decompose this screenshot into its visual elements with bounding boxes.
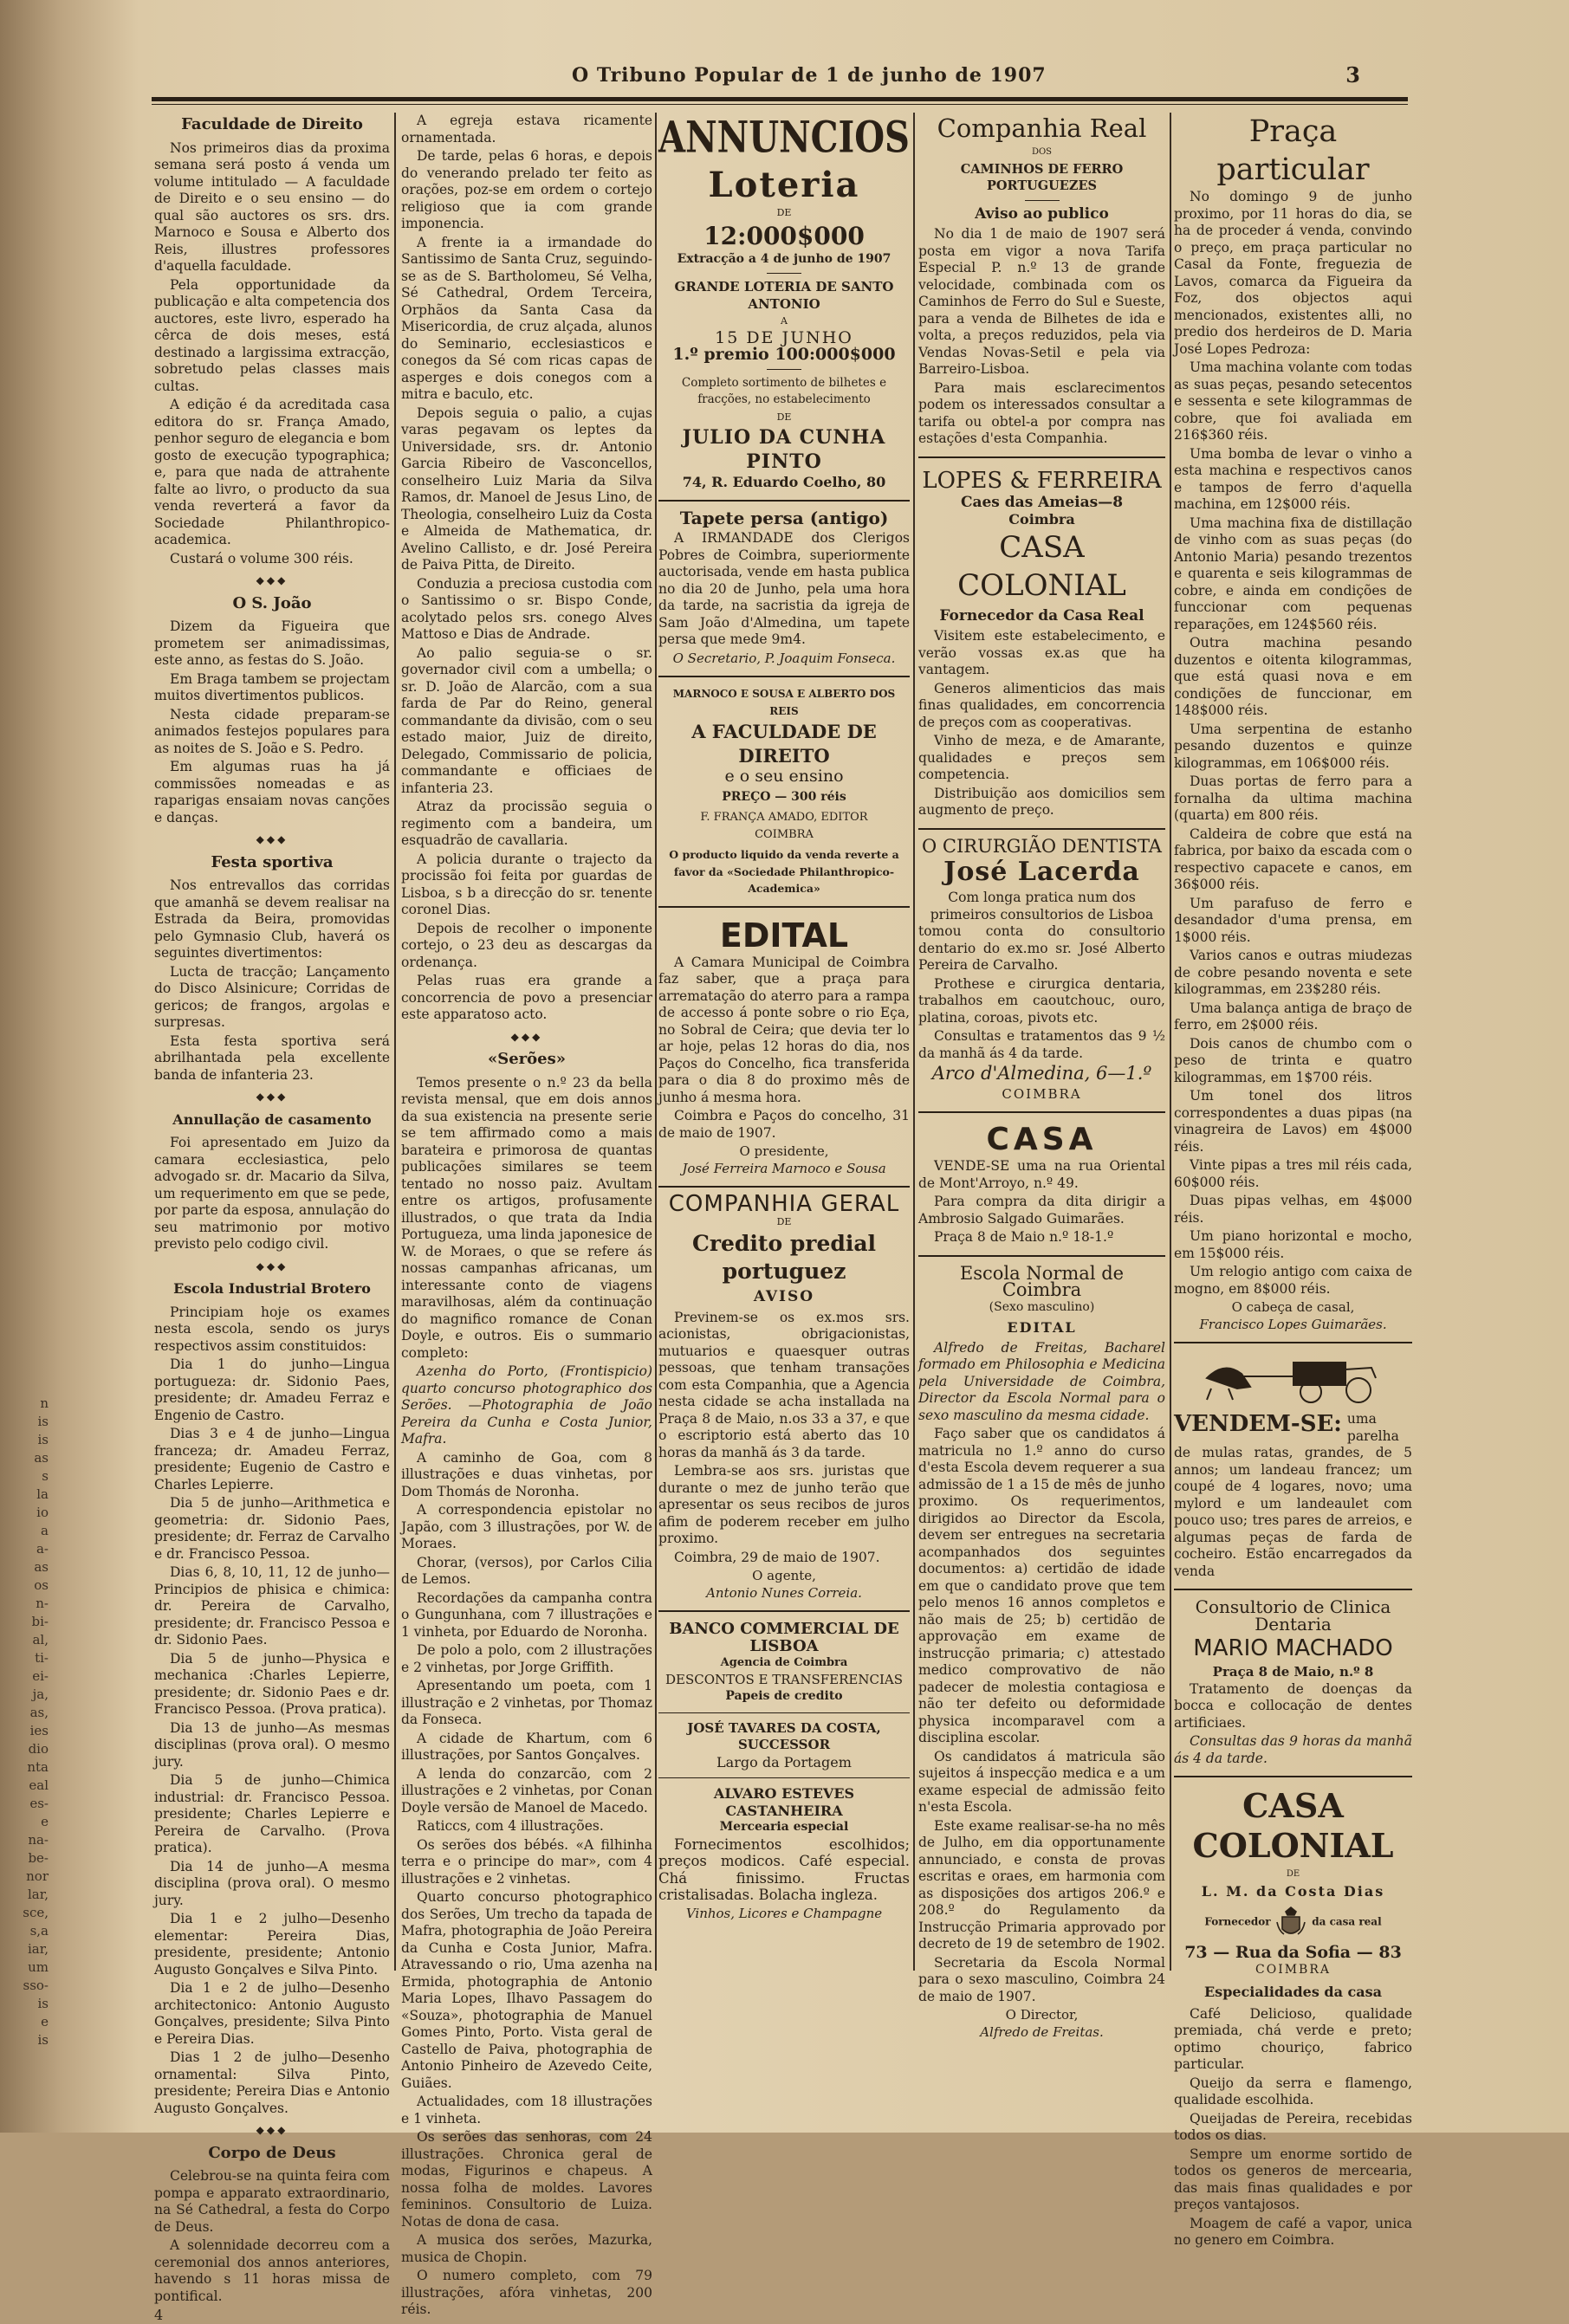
paragraph: Conduzia a preciosa custodia com o Santissimo o sr. Bispo Conde, acolytado pelos srs. conego Alves Mattoso e Dias de Andrade. xyxy=(401,575,652,642)
paragraph: Um tonel dos litros correspondentes a duas pipas (na vinagreira de Lavos) em 4$000 réis. xyxy=(1174,1088,1412,1155)
divider xyxy=(658,906,910,908)
column-2 xyxy=(401,113,652,2321)
paragraph: Dias 1 2 de julho—Desenho ornamental: Silva Pinto, presidente; Pereira Dias e Antonio Augusto Gonçalves. xyxy=(154,2049,390,2116)
paragraph: Quarto concurso photographico dos Serões, Um trecho da tapada de Mafra, photographia de João Pereira da Cunha e Costa Junior, Mafra. Atravessando o rio, Uma azenha na Ermida, photographia de Antonio Maria Lopes, Ilhavo Passagem do «Souza», photographia de Manuel Gomes Pinto, Porto. Vista geral de Castello de Paiva, photographia de Antonio Pinheiro de Azevedo Ceite, Guiães. xyxy=(401,1889,652,2091)
paragraph: Actualidades, com 18 illustrações e 1 vinheta. xyxy=(401,2094,652,2127)
paragraph: Secretaria da Escola Normal para o sexo masculino, Coimbra 24 de maio de 1907. xyxy=(918,1954,1165,2004)
gutter-fragment: bi- xyxy=(31,1614,49,1629)
paragraph: Coimbra e Paços do concelho, 31 de maio de 1907. xyxy=(658,1108,910,1141)
loteria-extraccao: Extracção a 4 de junho de 1907 xyxy=(677,251,891,266)
gutter-fragment: s,a xyxy=(29,1923,49,1939)
article-title: Escola Industrial Brotero xyxy=(173,1280,371,1297)
banco-title: BANCO COMMERCIAL DE LISBOA xyxy=(669,1620,899,1655)
companhia-real-sub: CAMINHOS DE FERRO PORTUGUEZES xyxy=(960,161,1124,193)
gutter-fragment: as xyxy=(34,1450,49,1466)
paragraph: Foi apresentado em Juizo da camara ecclesiastica, pelo advogado sr. dr. Macario da Silva, um requerimento em que se pede, por parte da esposa, annulação do seu matrimonio por motivo previsto pelo codigo civil. xyxy=(154,1135,390,1252)
loteria-amount: 12:000$000 xyxy=(703,221,865,250)
paragraph: Azenha do Porto, (Frontispicio) quarto concurso photographico dos Serões. —Photographia de João Pereira da Cunha e Costa Junior, Mafra. xyxy=(401,1363,652,1447)
consultorio-name: MARIO MACHADO xyxy=(1193,1635,1393,1661)
gutter-fragment: nor xyxy=(26,1868,49,1884)
faculdade-preco: PREÇO — 300 réis xyxy=(722,789,846,804)
label: DE xyxy=(776,1215,792,1227)
gutter-fragment: sso- xyxy=(23,1978,49,1993)
paragraph: Consultas das 9 horas da manhã ás 4 da tarde. xyxy=(1174,1733,1412,1766)
edital-label: EDITAL xyxy=(1007,1319,1077,1336)
gutter-fragment: es- xyxy=(29,1796,49,1811)
paragraph: uma parelha de mulas ratas, grandes, de 5 annos; um landeau francez; um coupé de 4 logares, novo; uma mylord e um landeaulet com pouco uso; tres pares de arreios, e algumas peças de farda de cocheiro. Estão encarregados da venda xyxy=(1174,1411,1412,1579)
paragraph: A IRMANDADE dos Clerigos Pobres de Coimbra, superiormente auctorisada, vende em hasta publica no dia 20 de Junho, pela uma hora da tarde, na sacristia da igreja de Sam João d'Almedina, um tapete persa que mede 9m4. xyxy=(658,530,910,647)
paragraph: Atraz da procissão seguia o regimento com a bandeira, um esquadrão de cavallaria. xyxy=(401,799,652,848)
paragraph: Lucta de tracção; Lançamento do Disco Alsinicure; Corridas de gericos; de frangos, argolas e surpresas. xyxy=(154,963,390,1030)
paragraph: Consultas e tratamentos das 9 ½ da manhã ás 4 da tarde. xyxy=(918,1028,1165,1061)
paragraph: Distribuição aos domicilios sem augmento de preço. xyxy=(918,785,1165,818)
paragraph: Alfredo de Freitas, Bacharel formado em Philosophia e Medicina pela Universidade de Coimbra, Director da Escola Normal para o sexo masculino da mesma cidade. xyxy=(918,1339,1165,1423)
gutter-fragment: is xyxy=(37,2032,49,2048)
fornecedor-label: da casa real xyxy=(1312,1915,1382,1928)
loteria-grande: GRANDE LOTERIA DE SANTO ANTONIO xyxy=(674,279,894,312)
section-ornament: ◆◆◆ xyxy=(256,1259,289,1272)
consultorio-morada: Praça 8 de Maio, n.º 8 xyxy=(1212,1664,1374,1680)
divider xyxy=(658,1777,910,1778)
paragraph: Chorar, (versos), por Carlos Cilia de Lemos. xyxy=(401,1554,652,1587)
page-number: 3 xyxy=(1345,62,1360,87)
faculdade-editor: F. FRANÇA AMADO, EDITOR xyxy=(700,811,868,824)
aviso-label: Aviso ao publico xyxy=(975,204,1109,223)
aviso-label: AVISO xyxy=(753,1288,815,1305)
section-ornament: ◆◆◆ xyxy=(256,2124,289,2136)
casa-colonial-title: CASA COLONIAL xyxy=(957,529,1126,603)
gutter-fragment: ei- xyxy=(32,1668,49,1684)
divider xyxy=(767,273,801,274)
paragraph: Os candidatos á matricula são sujeitos á inspecção medica e a um exame especial de admissão feito n'esta Escola. xyxy=(918,1748,1165,1815)
paragraph: Uma machina volante com todas as suas peças, pesando setecentos e sessenta e sete kilogrammas de cobre, que foi avaliada em 216$360 réis. xyxy=(1174,359,1412,443)
paragraph: VENDE-SE uma na rua Oriental de Mont'Arroyo, n.º 49. xyxy=(918,1158,1165,1191)
paragraph: Um parafuso de ferro e desandador d'uma prensa, em 1$000 réis. xyxy=(1174,895,1412,945)
paragraph: A policia durante o trajecto da procissão foi feita por guardas de Lisboa, s b a direcção do sr. tenente coronel Dias. xyxy=(401,851,652,917)
page-header xyxy=(130,61,1360,95)
paragraph: Os serões das senhoras, com 24 illustrações. Chronica geral de modas, Figurinos e chapeus. A nossa folha de moldes. Lavores femininos. Consultorio de Luiza. Notas de dona de casa. xyxy=(401,2129,652,2230)
paragraph: O numero completo, com 79 illustrações, afóra vinhetas, 200 réis. xyxy=(401,2268,652,2317)
paragraph: Dois canos de chumbo com o peso de trinta e quatro kilogrammas, em 1$700 réis. xyxy=(1174,1035,1412,1085)
cirurgiao-name: José Lacerda xyxy=(943,857,1140,887)
faculdade-ad-title: A FACULDADE DE DIREITO xyxy=(691,721,877,767)
gutter-fragment: is xyxy=(37,1414,49,1429)
casa-colonial-morada: 73 — Rua da Sofia — 83 xyxy=(1184,1943,1402,1962)
gutter-fragment: is xyxy=(37,1432,49,1447)
label: DE xyxy=(776,207,792,218)
paragraph: Vinte pipas a tres mil réis cada, 60$000 réis. xyxy=(1174,1157,1412,1190)
divider xyxy=(1174,1776,1412,1777)
carriage-engraving xyxy=(1190,1352,1397,1404)
paragraph: Dia 1 do junho—Lingua portugueza: dr. Sidonio Paes, presidente; dr. Amadeu Ferraz e Engenio de Castro. xyxy=(154,1356,390,1423)
vendem-ad xyxy=(1174,1411,1412,1580)
paragraph: Dia 5 de junho—Physica e mechanica :Charles Lepierre, presidente; dr. Sidonio Paes e dr. Francisco Pessoa. (Prova pratica). xyxy=(154,1650,390,1717)
loteria-title: Loteria xyxy=(708,165,860,205)
newspaper-title: O Tribuno Popular de 1 de junho de 1907 xyxy=(572,64,1047,87)
paragraph: A musica dos serões, Mazurka, musica de Chopin. xyxy=(401,2232,652,2265)
casa-colonial-title: CASA COLONIAL xyxy=(1192,1786,1394,1865)
paragraph: Uma machina fixa de distillação de vinho com as suas peças (do Antonio Maria) pesando trezentos e quarenta e seis kilogrammas de cobre, e ainda em condições de funccionar com pequenas reparações, em 124$560 réis. xyxy=(1174,515,1412,632)
paragraph: Vinho de meza, e de Amarante, qualidades e preços sem competencia. xyxy=(918,733,1165,782)
signature-label: O Director, xyxy=(1005,2007,1079,2023)
divider xyxy=(1174,1342,1412,1343)
section-ornament: ◆◆◆ xyxy=(510,1030,543,1043)
signature: José Ferreira Marnoco e Sousa xyxy=(682,1160,886,1176)
gutter-fragment: a xyxy=(41,1523,49,1538)
lopes-city: Coimbra xyxy=(1008,511,1075,528)
casa-colonial-esp: Especialidades da casa xyxy=(1203,1984,1383,2000)
tapete-title: Tapete persa (antigo) xyxy=(679,507,889,528)
paragraph: A Camara Municipal de Coimbra faz saber, que a praça para arrematação do aterro para a rampa de accesso á ponte sobre o rio Eça, no Sobral de Ceira; que devia ter lo ar hoje, pelas 12 horas do dia, nos Paços do Concelho, fica transferida para o dia 8 do proximo mês de junho á mesma hora. xyxy=(658,954,910,1105)
paragraph: Visitem este estabelecimento, e verão vossas ex.as que ha vantagem. xyxy=(918,628,1165,677)
signature: Antonio Nunes Correia. xyxy=(706,1584,862,1601)
paragraph: Sempre um enorme sortido de todos os generos de mercearia, das mais finas qualidades e por preços vantajosos. xyxy=(1174,2146,1412,2212)
paragraph: Esta festa sportiva será abrilhantada pela excellente banda de infanteria 23. xyxy=(154,1033,390,1083)
paragraph: Uma balança antiga de braço de ferro, em 2$000 réis. xyxy=(1174,1000,1412,1033)
cirurgiao-city: COIMBRA xyxy=(1002,1085,1082,1102)
gutter-fragment: um xyxy=(28,1959,49,1975)
signature-label: O cabeça de casal, xyxy=(1231,1299,1355,1315)
label: DOS xyxy=(1031,147,1053,157)
paragraph: Dia 13 de junho—As mesmas disciplinas (prova oral). O mesmo jury. xyxy=(154,1719,390,1770)
article-title: Festa sportiva xyxy=(211,852,334,871)
column-rule xyxy=(913,113,915,1971)
divider xyxy=(918,828,1165,830)
paragraph: Varios canos e outras miudezas de cobre pesando noventa e sete kilogrammas, em 23$280 réis. xyxy=(1174,948,1412,997)
gutter-fragment: a- xyxy=(36,1541,49,1557)
paragraph: Praça 8 de Maio n.º 18-1.º xyxy=(934,1229,1114,1245)
paragraph: No dia 1 de maio de 1907 será posta em vigor a nova Tarifa Especial P. n.º 13 de grande velocidade, combinada com os Caminhos de Ferro do Sul e Sueste, para a venda de Bilhetes de ida e volta, a preços reduzidos, pela via Vendas Novas-Setil e pela via Barreiro-Lisboa. xyxy=(918,226,1165,377)
gutter-fragment: n- xyxy=(36,1596,49,1611)
faculdade-authors: MARNOCO E SOUSA E ALBERTO DOS REIS xyxy=(672,688,896,717)
paragraph: Celebrou-se na quinta feira com pompa e apparato extraordinario, na Sé Cathedral, a festa do Corpo de Deus. xyxy=(154,2168,390,2235)
signature: Alfredo de Freitas. xyxy=(980,2023,1104,2040)
banco-agencia: Agencia de Coimbra xyxy=(720,1656,848,1669)
castanheira-sub: Mercearia especial xyxy=(719,1820,849,1834)
paragraph: A cidade de Khartum, com 6 illustrações, por Santos Gonçalves. xyxy=(401,1730,652,1763)
paragraph: Ao palio seguia-se o sr. governador civil com a umbella; o sr. D. João de Alarcão, com a sua farda de Par do Reino, general commandante da divisão, com o seu estado maior, Juiz de direito, Delegado, Commissario de policia, commandante e officiaes de infanteria 23. xyxy=(401,644,652,796)
annuncios-heading: ANNUNCIOS xyxy=(658,112,910,163)
paragraph: A correspondencia epistolar no Japão, com 3 illustrações, por W. de Moraes. xyxy=(401,1502,652,1551)
loteria-date: 15 DE JUNHO xyxy=(715,327,853,347)
paragraph: Fornecimentos escolhidos; preços modicos. Café especial. Chá finissimo. Fructas cristalisadas. Bolacha ingleza. xyxy=(658,1835,910,1903)
paragraph: Tratamento de doenças da bocca e collocação de dentes artificiaes. xyxy=(1174,1680,1412,1731)
column-5 xyxy=(1174,113,1412,2251)
vendem-title: VENDEM-SE: xyxy=(1174,1411,1342,1437)
column-rule xyxy=(655,113,657,1971)
gutter-fragment: e xyxy=(41,1814,49,1829)
paragraph: Dizem da Figueira que prometem ser animadissimas, este anno, as festas do S. João. xyxy=(154,618,390,668)
article-title: «Serões» xyxy=(487,1050,567,1068)
paragraph: Dia 1 e 2 de julho—Desenho architectonico: Antonio Augusto Gonçalves, presidente; Silva Pinto e Pereira Dias. xyxy=(154,1980,390,2047)
faculdade-note: O producto liquido da venda reverte a favor da «Sociedade Philanthropico-Academica» xyxy=(669,848,899,895)
paragraph: Raticcs, com 4 illustrações. xyxy=(417,1818,604,1834)
gutter-fragment: as, xyxy=(29,1705,49,1720)
adjacent-page-edge xyxy=(0,0,52,2133)
escola-normal-sub: (Sexo masculino) xyxy=(989,1299,1095,1314)
gutter-fragment: s xyxy=(42,1468,49,1484)
castanheira-title: ALVARO ESTEVES CASTANHEIRA xyxy=(713,1785,855,1819)
loteria-premio: 1.º premio 100:000$000 xyxy=(672,345,896,364)
paragraph: Queijadas de Pereira, recebidas todos os dias. xyxy=(1174,2110,1412,2143)
paragraph: tomou conta do consultorio dentario do ex.mo sr. José Alberto Pereira de Carvalho. xyxy=(918,923,1165,973)
paragraph: Em algumas ruas ha já commissões nomeadas e as raparigas ensaiam novas canções e danças. xyxy=(154,759,390,825)
divider xyxy=(918,1255,1165,1257)
column-4 xyxy=(918,113,1165,2041)
companhia-real-title: Companhia Real xyxy=(937,113,1147,143)
paragraph: Moagem de café a vapor, unica no genero em Coimbra. xyxy=(1174,2215,1412,2248)
paragraph: Um relogio antigo com caixa de mogno, em 8$000 réis. xyxy=(1174,1264,1412,1297)
gutter-fragment: na- xyxy=(28,1832,49,1848)
paragraph: Pela opportunidade da publicação e alta competencia dos auctores, este livro, esperado ha cêrca de dois meses, está destinado a largissima extracção, sobretudo pelas classes mais cultas. xyxy=(154,276,390,394)
paragraph: A egreja estava ricamente ornamentada. xyxy=(401,113,652,146)
paragraph: Coimbra, 29 de maio de 1907. xyxy=(674,1549,880,1565)
paragraph: Principiam hoje os exames nesta escola, sendo os jurys respectivos assim constituidos: xyxy=(154,1304,390,1354)
paragraph: A edição é da acreditada casa editora do sr. França Amado, penhor seguro de elegancia e bom gosto de execução typographica; e, para que nada de attrahente falte ao livro, o producto da sua venda reverterá a favor da Sociedade Philanthropico-academica. xyxy=(154,397,390,547)
paragraph: Faço saber que os candidatos á matricula no 1.º anno do curso d'esta Escola devem requerer a sua admissão de 1 a 15 de mês de junho proximo. Os requerimentos, dirigidos ao Director da Escola, devem ser entregues na secretaria acompanhados dos seguintes documentos: a) certidão de idade em que o candidato prove que tem pelo menos 16 annos completos e não mais de 25; b) certidão de approvação em exame de instrucção primaria; c) attestado medico comprovativo de não padecer de molestia contagiosa e não ter defeito ou deformidade physica incomparavel com a disciplina escolar. xyxy=(918,1426,1165,1745)
gutter-fragment: io xyxy=(36,1505,49,1520)
signature-label: O agente, xyxy=(752,1568,816,1583)
companhia-geral-title: COMPANHIA GERAL xyxy=(668,1191,900,1217)
paragraph: Nos entrevallos das corridas que amanhã se devem realisar na Estrada da Beira, promovidas pelo Gymnasio Club, haverá os seguintes divertimentos: xyxy=(154,877,390,961)
faculdade-city: COIMBRA xyxy=(755,827,814,841)
paragraph: De tarde, pelas 6 horas, e depois do venerando prelado ter feito as orações, poz-se em ordem o cortejo religioso que ia com grande imponencia. xyxy=(401,148,652,231)
paragraph: Uma bomba de levar o vinho a esta machina e respectivos canos e tampos de ferro d'aquella machina, em 12$000 réis. xyxy=(1174,445,1412,512)
column-rule xyxy=(1170,113,1171,1971)
casa-colonial-owner: L. M. da Costa Dias xyxy=(1201,1882,1385,1900)
gutter-fragment: la xyxy=(36,1486,49,1502)
divider xyxy=(1174,1589,1412,1590)
paragraph: Queijo da serra e flamengo, qualidade escolhida. xyxy=(1174,2075,1412,2107)
escola-normal-title: Escola Normal de Coimbra xyxy=(959,1262,1125,1300)
paragraph: Para mais esclarecimentos podem os interessados consultar a tarifa ou obtel-a por compra nas estações d'esta Companhia. xyxy=(918,379,1165,446)
loteria-casa: JULIO DA CUNHA PINTO xyxy=(682,426,886,473)
gutter-fragment: e xyxy=(41,2014,49,2029)
header-rule xyxy=(152,97,1408,101)
label: A xyxy=(781,315,788,327)
gutter-fragment: n xyxy=(40,1395,49,1411)
paragraph: Generos alimenticios das mais finas qualidades, em concorrencia de preços com as cooperativas. xyxy=(918,680,1165,730)
paragraph: Dia 5 de junho—Chimica industrial: dr. Francisco Pessoa. presidente; Charles Lepierre e Pereira de Carvalho. (Prova pratica). xyxy=(154,1772,390,1855)
divider xyxy=(658,1610,910,1612)
gutter-fragment: iar, xyxy=(27,1941,49,1957)
paragraph: Nos primeiros dias da proxima semana será posto á venda um volume intitulado — A faculdade de Direito e o seu ensino — do qual são auctores os srs. drs. Marnoco e Sousa e Alberto dos Reis, illustres professores d'aquella faculdade. xyxy=(154,139,390,274)
paragraph: A caminho de Goa, com 8 illustrações e duas vinhetas, por Dom Thomás de Noronha. xyxy=(401,1449,652,1499)
article-title: Annullação de casamento xyxy=(172,1110,372,1128)
gutter-fragment: as xyxy=(34,1559,49,1575)
section-ornament: ◆◆◆ xyxy=(256,1091,289,1103)
paragraph: Depois seguia o palio, a cujas varas pegavam os leptes da Universidade, srs. dr. Antonio Garcia Ribeiro de Vasconcellos, conselheiro Luiz Maria da Silva Ramos, dr. Manoel de Jesus Lino, de Theologia, conselheiro Luiz da Costa e Almeida de Mathematica, dr. Avelino Callisto, e dr. José Pereira de Paiva Pitta, de Direito. xyxy=(401,405,652,573)
gutter-fragment: is xyxy=(37,1996,49,2011)
lopes-title: LOPES & FERREIRA xyxy=(922,467,1162,494)
cirurgiao-sub: Com longa pratica num dos primeiros consultorios de Lisboa xyxy=(930,890,1154,922)
lopes-caes: Caes das Ameias—8 xyxy=(960,493,1124,511)
paragraph: Duas portas de ferro para a fornalha da ultima machina (quarta) em 800 réis. xyxy=(1174,774,1412,823)
paragraph: Dia 14 de junho—A mesma disciplina (prova oral). O mesmo jury. xyxy=(154,1858,390,1908)
paragraph: Recordações da campanha contra o Gungunhana, com 7 illustrações e 1 vinheta, por Eduardo de Noronha. xyxy=(401,1589,652,1640)
lopes-fornecedor: Fornecedor da Casa Real xyxy=(939,606,1144,625)
gutter-fragment: lar, xyxy=(27,1887,49,1902)
paragraph: Café Delicioso, qualidade premiada, chá verde e preto; optimo chouriço, fabrico particular. xyxy=(1174,2005,1412,2072)
cirurgiao-morada: Arco d'Almedina, 6—1.º xyxy=(931,1063,1152,1084)
paragraph: Nesta cidade preparam-se animados festejos populares para as noites de S. João e S. Pedro. xyxy=(154,706,390,756)
gutter-fragment: ja, xyxy=(32,1686,49,1702)
divider xyxy=(767,369,801,370)
paragraph: Lembra-se aos srs. juristas que durante o mez de junho terão que apresentar os seus recibos de juros afim de poderem receber em julho proximo. xyxy=(658,1463,910,1546)
divider xyxy=(658,500,910,502)
banco-papeis: Papeis de credito xyxy=(725,1689,843,1703)
paragraph: Pelas ruas era grande a concorrencia de povo a presenciar este apparatoso acto. xyxy=(401,973,652,1022)
paragraph: Dia 1 e 2 julho—Desenho elementar: Pereira Dias, presidente, presidente; Antonio Augusto Gonçalves e Silva Pinto. xyxy=(154,1911,390,1978)
gutter-fragment: sce, xyxy=(23,1905,49,1920)
fornecedor-line xyxy=(1174,1905,1412,1939)
paragraph: Este exame realisar-se-ha no mês de Julho, em dia opportunamente annunciado, e consta de provas escritas e oraes, em harmonia com as disposições dos artigos 206.º e 208.º do Regulamento da Instrucção Primaria approvado por decreto de 19 de setembro de 1902. xyxy=(918,1817,1165,1952)
casa-title: CASA xyxy=(986,1122,1098,1157)
divider xyxy=(658,1712,910,1713)
paragraph: A lenda do conzarcão, com 2 illustrações e 2 vinhetas, por Conan Doyle versão de Manoel de Macedo. xyxy=(401,1765,652,1816)
casa-colonial-city: COIMBRA xyxy=(1255,1962,1331,1977)
paragraph: Caldeira de cobre que está na fabrica, por baixo da escada com o respectivo capacete e canos, em 36$000 réis. xyxy=(1174,825,1412,892)
divider xyxy=(658,676,910,677)
gutter-fragment: dio xyxy=(28,1741,49,1757)
paragraph: Previnem-se os ex.mos srs. acionistas, obrigacionistas, mutuarios e quaesquer outras pessoas, que tenham transações com esta Companhia, que a Agencia nesta cidade se acha installada na Praça 8 de Maio, n.os 33 a 37, e que o escriptorio está aberto das 10 horas da manhã ás 3 da tarde. xyxy=(658,1309,910,1460)
fornecedor-label: Fornecedor xyxy=(1204,1915,1271,1928)
castanheira-vinhos: Vinhos, Licores e Champagne xyxy=(685,1905,883,1921)
gutter-spacer xyxy=(0,0,52,1395)
divider xyxy=(658,1186,910,1188)
column-3 xyxy=(658,113,910,1922)
loteria-morada: 74, R. Eduardo Coelho, 80 xyxy=(682,474,886,490)
header-rule-thin xyxy=(152,104,1408,105)
paragraph: Os serões dos bébés. «A filhinha terra e o principe do mar», com 4 illustrações e 2 vinhetas. xyxy=(401,1836,652,1887)
faculdade-ad-sub: e o seu ensino xyxy=(724,767,844,786)
column-1 xyxy=(154,113,390,2324)
paragraph: Duas pipas velhas, em 4$000 réis. xyxy=(1174,1193,1412,1226)
section-ornament: ◆◆◆ xyxy=(256,833,289,845)
gutter-fragment: nta xyxy=(27,1759,49,1775)
column-rule xyxy=(394,113,396,1971)
article-title: Corpo de Deus xyxy=(208,2143,336,2162)
banco-tavares: JOSÉ TAVARES DA COSTA, SUCCESSOR xyxy=(687,1719,881,1752)
divider xyxy=(918,456,1165,458)
paragraph: Dias 6, 8, 10, 11, 12 de junho—Principios de phisica e chimica: dr. Pereira de Carvalho, presidente; dr. Francisco Pessoa e dr. Sidonio Paes. xyxy=(154,1564,390,1648)
paragraph: Prothese e cirurgica dentaria, trabalhos em caoutchouc, ouro, platina, coroas, pivots etc. xyxy=(918,975,1165,1026)
loteria-sortimento: Completo sortimento de bilhetes e fracções, no estabelecimento xyxy=(681,375,887,406)
consultorio-title: Consultorio de Clinica Dentaria xyxy=(1195,1596,1391,1635)
paragraph: A frente ia a irmandade do Santissimo de Santa Cruz, seguindo-se as de S. Bartholomeu, Sé Velha, Sé Cathedral, Ordem Terceira, Orphãos da Santa Casa da Misericordia, de cruz alçada, alunos do Seminario, ecclesiasticos e conegos da Sé com ricas capas de asperges e dois conegos com a mitra e baculo, etc. xyxy=(401,234,652,402)
divider xyxy=(1025,200,1060,201)
gutter-fragment: ies xyxy=(29,1723,49,1738)
paragraph: Dia 5 de junho—Arithmetica e geometria: dr. Sidonio Paes, presidente; dr. Ferraz de Carvalho e dr. Francisco Pessoa. xyxy=(154,1495,390,1562)
gutter-fragment: be- xyxy=(28,1850,49,1866)
paragraph: Apresentando um poeta, com 1 illustração e 2 vinhetas, por Thomaz da Fonseca. xyxy=(401,1678,652,1727)
paragraph: Depois de recolher o imponente cortejo, o 23 deu as descargas da ordenança. xyxy=(401,920,652,970)
label: DE xyxy=(776,411,792,423)
signature-label: O presidente, xyxy=(739,1143,829,1159)
page-mark: 4 xyxy=(154,2307,164,2323)
royal-arms-icon xyxy=(1274,1905,1308,1939)
edital-title: EDITAL xyxy=(719,916,849,955)
paragraph: Temos presente o n.º 23 da bella revista mensal, que em dois annos da sua existencia na presente serie se tem affirmado como a mais barateira e primorosa de quantas publicações similares se teem tentado no nosso paiz. Avultam entre os artigos, profusamente illustrados, o que trata da India Portugueza, uma linda japonesice de W. de Moraes, o que se refere ás nossas campanhas africanas, um interessante conto de viagens maravilhosas, além da continuação do magnifico romance de Conan Doyle, e outros. Eis o summario completo: xyxy=(401,1074,652,1361)
gutter-fragment: ti- xyxy=(35,1650,49,1666)
section-ornament: ◆◆◆ xyxy=(256,574,289,586)
paragraph: Custará o volume 300 réis. xyxy=(170,550,353,566)
paragraph: Dias 3 e 4 de junho—Lingua franceza; dr. Amadeu Ferraz, presidente; Eugenio de Castro e Charles Lepierre. xyxy=(154,1426,390,1492)
divider xyxy=(918,1111,1165,1113)
signature: O Secretario, P. Joaquim Fonseca. xyxy=(672,650,896,666)
banco-descontos: DESCONTOS E TRANSFERENCIAS xyxy=(665,1671,903,1687)
article-title: O S. João xyxy=(232,593,312,612)
paragraph: Para compra da dita dirigir a Ambrosio Salgado Guimarães. xyxy=(918,1194,1165,1227)
signature: Francisco Lopes Guimarães. xyxy=(1199,1316,1387,1332)
banco-largo: Largo da Portagem xyxy=(716,1753,852,1771)
paragraph: Outra machina pesando duzentos e oitenta kilogrammas, que está quasi nova e em condições de funccionar, em 148$000 réis. xyxy=(1174,635,1412,718)
article-title: Faculdade de Direito xyxy=(181,115,363,133)
paragraph: No domingo 9 de junho proximo, por 11 horas do dia, se ha de proceder á venda, convindo o preço, em praça particular no Casal da Fonte, freguezia de Lavos, comarca da Figueira da Foz, dos objectos aqui mencionados, existentes alli, no predio dos herdeiros de D. Maria José Lopes Pedroza: xyxy=(1174,189,1412,357)
praca-title: Praça particular xyxy=(1216,114,1370,187)
gutter-fragment: eal xyxy=(29,1777,49,1793)
cirurgiao-title: O CIRURGIÃO DENTISTA xyxy=(922,835,1162,857)
paragraph: A solennidade decorreu com a ceremonial dos annos anteriores, havendo s 11 horas missa de pontifical. xyxy=(154,2237,390,2304)
paragraph: Um piano horizontal e mocho, em 15$000 réis. xyxy=(1174,1228,1412,1261)
paragraph: Uma serpentina de estanho pesando duzentos e quinze kilogrammas, em 106$000 réis. xyxy=(1174,721,1412,771)
paragraph: Em Braga tambem se projectam muitos divertimentos publicos. xyxy=(154,670,390,703)
gutter-fragment: al, xyxy=(32,1632,49,1648)
companhia-geral-sub: Credito predial portuguez xyxy=(691,1231,877,1284)
label: DE xyxy=(1286,1869,1300,1879)
paragraph: De polo a polo, com 2 illustrações e 2 vinhetas, por Jorge Griffith. xyxy=(401,1642,652,1675)
gutter-fragment: os xyxy=(34,1577,49,1593)
